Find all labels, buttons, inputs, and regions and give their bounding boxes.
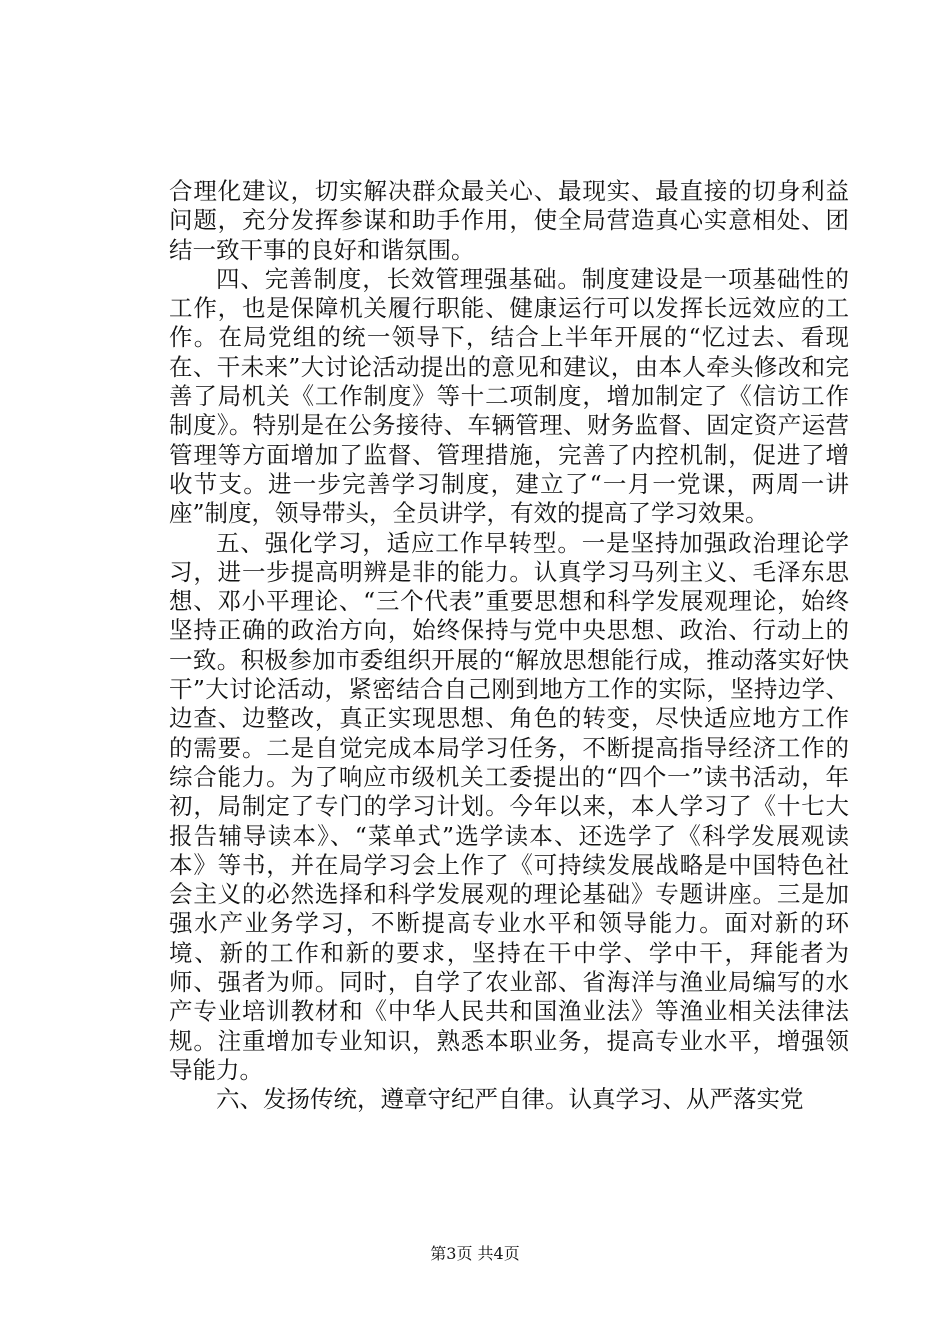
paragraph-2: 四、完善制度，长效管理强基础。制度建设是一项基础性的工作，也是保障机关履行职能、健康运行可以发挥长远效应的工作。在局党组的统一领导下，结合上半年开展的“忆过去、看现在、干未来”大讨论活动提出的意见和建议，由本人牵头修改和完善了局机关《工作制度》等十二项制度，增加制定了《信访工作制度》。特别是在公务接待、车辆管理、财务监督、固定资产运营管理等方面增加了监督、管理措施，完善了内控机制，促进了增收节支。进一步完善学习制度，建立了“一月一党课，两周一讲座”制度，领导带头，全员讲学，有效的提高了学习效果。 bbox=[169, 264, 849, 528]
document-body bbox=[169, 177, 849, 1115]
paragraph-3: 五、强化学习，适应工作早转型。一是坚持加强政治理论学习，进一步提高明辨是非的能力。认真学习马列主义、毛泽东思想、邓小平理论、“三个代表”重要思想和科学发展观理论，始终坚持正确的政治方向，始终保持与党中央思想、政治、行动上的一致。积极参加市委组织开展的“解放思想能行成，推动落实好快干”大讨论活动，紧密结合自己刚到地方工作的实际，坚持边学、边查、边整改，真正实现思想、角色的转变，尽快适应地方工作的需要。二是自觉完成本局学习任务，不断提高指导经济工作的综合能力。为了响应市级机关工委提出的“四个一”读书活动，年初，局制定了专门的学习计划。今年以来，本人学习了《十七大报告辅导读本》、“菜单式”选学读本、还选学了《科学发展观读本》等书，并在局学习会上作了《可持续发展战略是中国特色社会主义的必然选择和科学发展观的理论基础》专题讲座。三是加强水产业务学习，不断提高专业水平和领导能力。面对新的环境、新的工作和新的要求，坚持在干中学、学中干，拜能者为师、强者为师。同时，自学了农业部、省海洋与渔业局编写的水产专业培训教材和《中华人民共和国渔业法》等渔业相关法律法规。注重增加专业知识，熟悉本职业务，提高专业水平，增强领导能力。 bbox=[169, 528, 849, 1084]
page-footer: 第3页 共4页 bbox=[430, 1244, 520, 1263]
paragraph-1: 合理化建议，切实解决群众最关心、最现实、最直接的切身利益问题，充分发挥参谋和助手作用，使全局营造真心实意相处、团结一致干事的良好和谐氛围。 bbox=[169, 177, 849, 264]
paragraph-4: 六、发扬传统，遵章守纪严自律。认真学习、从严落实党 bbox=[216, 1085, 804, 1114]
